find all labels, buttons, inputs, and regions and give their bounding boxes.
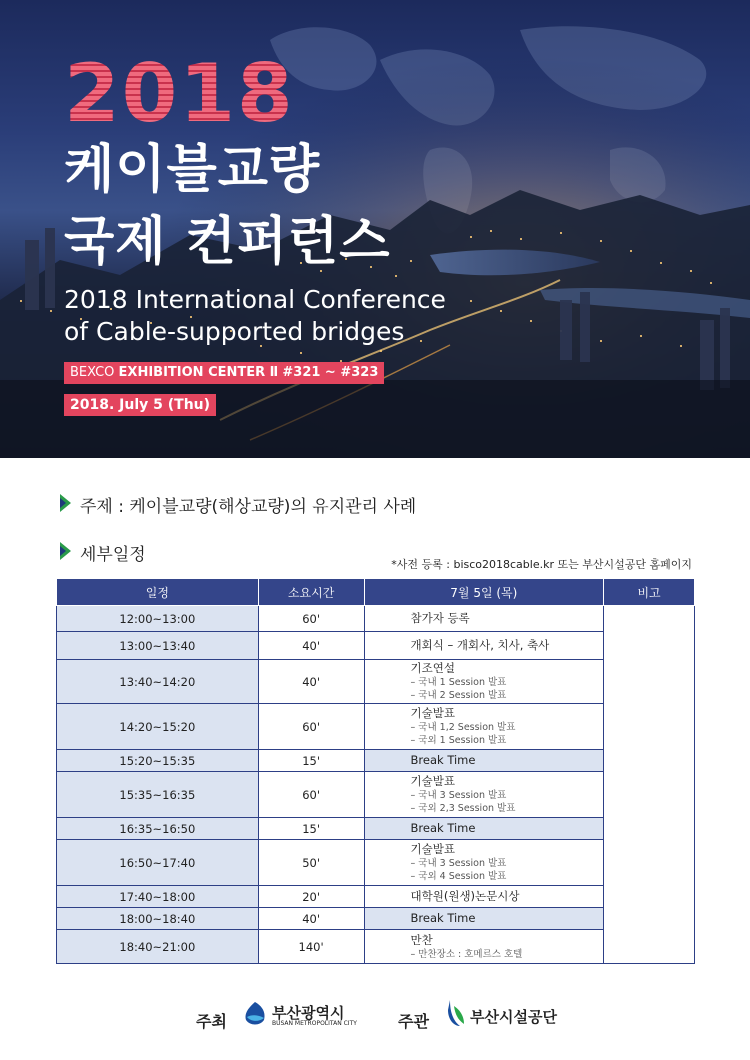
schedule-row xyxy=(57,632,695,660)
event-year: 2018 xyxy=(64,47,295,140)
program-title: 개회식 – 개회사, 치사, 축사 xyxy=(410,638,550,652)
row-time: 14:20~15:20 xyxy=(57,704,259,750)
program-title: 참가자 등록 xyxy=(410,611,470,625)
header-remarks: 비고 xyxy=(604,579,695,606)
program-session: – 국내 3 Session 발표 xyxy=(410,858,507,869)
row-time: 18:00~18:40 xyxy=(57,908,259,930)
event-date-badge: 2018. July 5 (Thu) xyxy=(64,394,216,416)
row-duration: 60' xyxy=(258,606,364,632)
row-program xyxy=(364,908,604,930)
schedule-row xyxy=(57,930,695,964)
row-duration: 15' xyxy=(258,750,364,772)
organizer-name: 부산시설공단 xyxy=(470,1008,557,1026)
row-time: 12:00~13:00 xyxy=(57,606,259,632)
row-time: 15:35~16:35 xyxy=(57,772,259,818)
schedule-row xyxy=(57,818,695,840)
bullet-arrow-icon xyxy=(60,542,71,560)
organizer-label: 주관 xyxy=(398,1012,429,1031)
program-session: – 국내 3 Session 발표 xyxy=(410,790,507,801)
program-title: Break Time xyxy=(410,753,476,767)
row-program xyxy=(364,660,604,704)
busan-city-logo-icon xyxy=(242,1000,268,1028)
row-duration: 20' xyxy=(258,886,364,908)
schedule-row xyxy=(57,886,695,908)
row-time: 18:40~21:00 xyxy=(57,930,259,964)
row-duration: 40' xyxy=(258,632,364,660)
row-program xyxy=(364,930,604,964)
program-title: 만찬 xyxy=(410,932,433,947)
header-program: 7월 5일 (목) xyxy=(364,579,604,606)
bullet-arrow-icon xyxy=(60,494,71,512)
row-time: 16:50~17:40 xyxy=(57,840,259,886)
row-program xyxy=(364,704,604,750)
schedule-body xyxy=(57,606,695,964)
schedule-label: 세부일정 xyxy=(80,545,146,565)
schedule-row xyxy=(57,704,695,750)
row-time: 16:35~16:50 xyxy=(57,818,259,840)
schedule-table xyxy=(56,578,695,964)
program-session: – 만찬장소 : 호메르스 호텔 xyxy=(410,948,523,960)
hero-banner xyxy=(0,0,750,458)
row-duration: 50' xyxy=(258,840,364,886)
row-program xyxy=(364,750,604,772)
title-korean-line2: 국제 컨퍼런스 xyxy=(64,212,391,272)
title-english-line1: 2018 International Conference xyxy=(64,285,446,314)
row-duration: 40' xyxy=(258,660,364,704)
topic-label: 주제 : 케이블교량(해상교량)의 유지관리 사례 xyxy=(80,497,417,517)
schedule-row xyxy=(57,772,695,818)
schedule-row xyxy=(57,908,695,930)
row-program xyxy=(364,818,604,840)
program-session: – 국외 2,3 Session 발표 xyxy=(410,803,516,814)
title-korean-line1: 케이블교량 xyxy=(64,140,321,200)
venue-prefix: BEXCO xyxy=(70,365,115,380)
schedule-row xyxy=(57,660,695,704)
schedule-row xyxy=(57,606,695,632)
host-name: 부산광역시 xyxy=(272,1004,345,1022)
program-title: 기조연설 xyxy=(410,661,455,675)
venue-badge xyxy=(64,362,384,384)
row-duration: 140' xyxy=(258,930,364,964)
header-duration: 소요시간 xyxy=(258,579,364,606)
schedule-row xyxy=(57,750,695,772)
title-english-line2: of Cable-supported bridges xyxy=(64,317,405,346)
row-duration: 60' xyxy=(258,772,364,818)
program-title: Break Time xyxy=(410,911,476,925)
row-duration: 60' xyxy=(258,704,364,750)
row-time: 17:40~18:00 xyxy=(57,886,259,908)
remarks-cell xyxy=(604,606,695,964)
host-name-english: BUSAN METROPOLITAN CITY xyxy=(272,1020,357,1027)
row-duration: 15' xyxy=(258,818,364,840)
program-title: 기술발표 xyxy=(410,774,455,788)
pre-registration-note: *사전 등록 : bisco2018cable.kr 또는 부산시설공단 홈페이지 xyxy=(391,558,692,571)
row-program xyxy=(364,772,604,818)
header-time: 일정 xyxy=(57,579,259,606)
row-program xyxy=(364,606,604,632)
program-session: – 국내 1,2 Session 발표 xyxy=(410,722,516,733)
program-title: 대학원(원생)논문시상 xyxy=(410,889,520,903)
row-time: 15:20~15:35 xyxy=(57,750,259,772)
program-title: Break Time xyxy=(410,821,476,835)
schedule-header-row xyxy=(57,579,695,606)
row-time: 13:00~13:40 xyxy=(57,632,259,660)
row-time: 13:40~14:20 xyxy=(57,660,259,704)
row-program xyxy=(364,886,604,908)
program-title: 기술발표 xyxy=(410,842,455,856)
row-program xyxy=(364,632,604,660)
venue-rooms: #321 ~ #323 xyxy=(282,365,379,380)
program-session: – 국내 1 Session 발표 xyxy=(410,677,507,688)
row-program xyxy=(364,840,604,886)
program-session: – 국외 4 Session 발표 xyxy=(410,871,507,882)
schedule-row xyxy=(57,840,695,886)
busan-facilities-logo-icon xyxy=(446,998,468,1028)
host-label: 주최 xyxy=(196,1012,227,1031)
program-title: 기술발표 xyxy=(410,706,455,720)
program-session: – 국외 1 Session 발표 xyxy=(410,735,507,746)
row-duration: 40' xyxy=(258,908,364,930)
venue-main: EXHIBITION CENTER Ⅱ xyxy=(118,365,279,380)
program-session: – 국내 2 Session 발표 xyxy=(410,690,507,701)
